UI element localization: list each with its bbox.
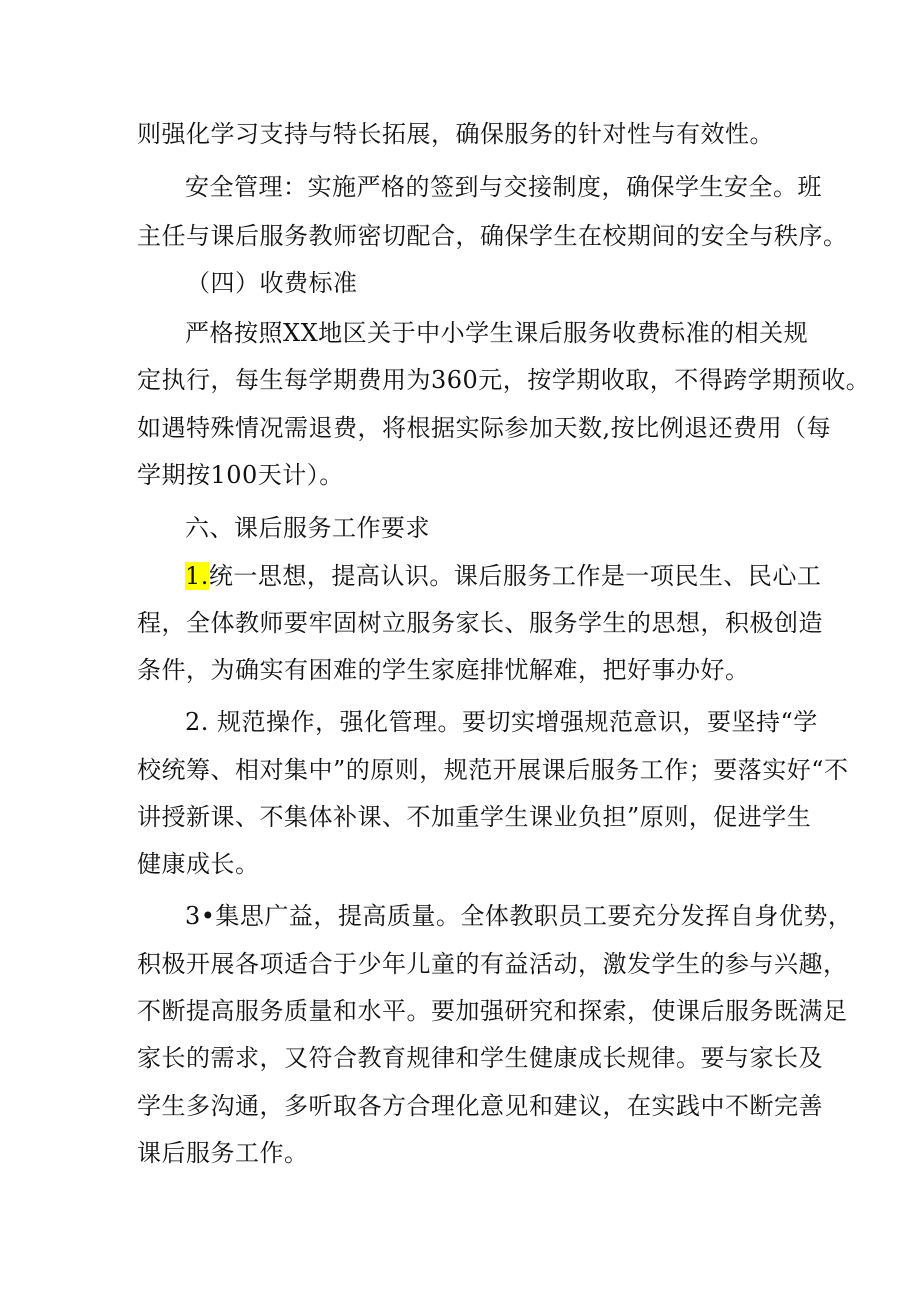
paragraph-line: 不断提高服务质量和水平。要加强研究和探索，使课后服务既满足 bbox=[137, 997, 848, 1025]
list-item-line: 3•集思广益，提高质量。全体教职员工要充分发挥自身优势， bbox=[185, 902, 853, 930]
list-item-line: 2. 规范操作，强化管理。要切实增强规范意识，要坚持“学 bbox=[185, 708, 818, 736]
paragraph-line: 家长的需求，又符合教育规律和学生健康成长规律。要与家长及 bbox=[137, 1044, 823, 1072]
paragraph-line: 则强化学习支持与特长拓展，确保服务的针对性与有效性。 bbox=[137, 120, 774, 148]
paragraph-line: 如遇特殊情况需退费，将根据实际参加天数,按比例退还费用（每 bbox=[137, 414, 832, 442]
paragraph-line: 主任与课后服务教师密切配合，确保学生在校期间的安全与秩序。 bbox=[137, 222, 848, 250]
list-item-line bbox=[185, 560, 821, 592]
list-item-text: 统一思想，提高认识。课后服务工作是一项民生、民心工 bbox=[208, 562, 822, 590]
paragraph-line: 讲授新课、不集体补课、不加重学生课业负担”原则，促进学生 bbox=[137, 803, 812, 831]
section-subheading: （四）收费标准 bbox=[186, 269, 358, 297]
paragraph-line: 校统筹、相对集中”的原则，规范开展课后服务工作；要落实好“不 bbox=[137, 756, 849, 784]
paragraph-line: 积极开展各项适合于少年儿童的有益活动，激发学生的参与兴趣， bbox=[137, 950, 848, 978]
paragraph-line: 学生多沟通，多听取各方合理化意见和建议，在实践中不断完善 bbox=[137, 1092, 823, 1120]
section-heading: 六、课后服务工作要求 bbox=[185, 514, 430, 542]
paragraph-line: 条件，为确实有困难的学生家庭排忧解难，把好事办好。 bbox=[137, 656, 750, 684]
highlighted-item-number: 1. bbox=[185, 562, 209, 590]
paragraph-line: 程，全体教师要牢固树立服务家长、服务学生的思想，积极创造 bbox=[137, 609, 823, 637]
paragraph-line: 学期按100天计）。 bbox=[137, 461, 344, 489]
paragraph-line: 课后服务工作。 bbox=[137, 1139, 309, 1167]
paragraph-line: 定执行，每生每学期费用为360元，按学期收取，不得跨学期预收。 bbox=[137, 366, 871, 394]
paragraph-line: 健康成长。 bbox=[137, 850, 260, 878]
paragraph-line: 安全管理：实施严格的签到与交接制度，确保学生安全。班 bbox=[185, 173, 822, 201]
paragraph-line: 严格按照XX地区关于中小学生课后服务收费标准的相关规 bbox=[185, 319, 809, 347]
